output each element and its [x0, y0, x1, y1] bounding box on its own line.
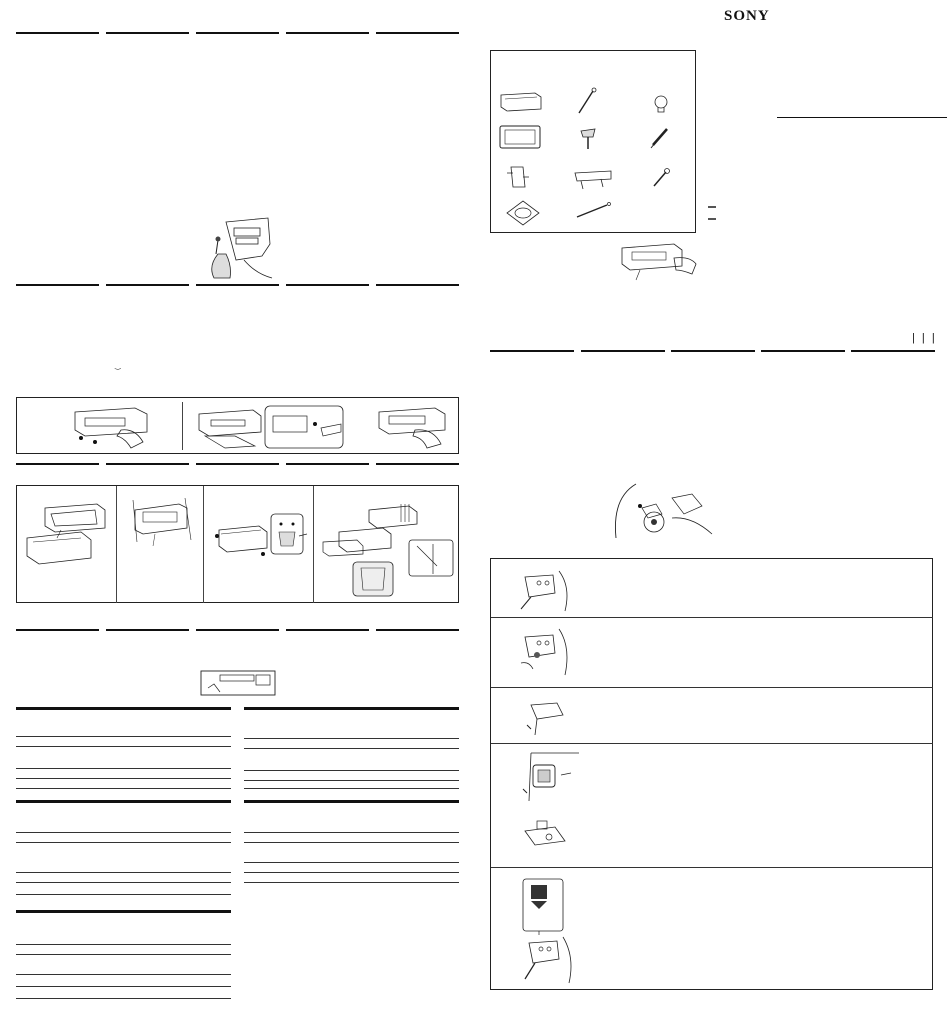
front-panel-detach-illustration [195, 402, 345, 450]
bracket-mount-illustration [125, 494, 197, 560]
step-4a-illustration [521, 749, 581, 805]
corner-bars: | | | [912, 332, 937, 344]
step-1-illustration [515, 567, 571, 613]
bolt-illustration [577, 125, 599, 151]
small-mark-2 [708, 218, 716, 220]
lever-clip-illustration [503, 163, 533, 191]
cord-illustration [573, 201, 613, 221]
dash-mount-illustration [317, 490, 457, 600]
title-rule [777, 117, 947, 118]
pin-illustration [649, 125, 671, 149]
front-panel-remove-illustration [65, 402, 161, 450]
tiny-mark: ‿ [115, 363, 121, 370]
step-3-illustration [521, 695, 567, 739]
pad-illustration [503, 197, 543, 227]
screw-illustration [575, 87, 599, 117]
tapping-screw-illustration [651, 167, 671, 189]
mounting-bracket-illustration [497, 89, 545, 117]
step-2-illustration [515, 625, 571, 679]
unit-front-illustration [200, 670, 276, 696]
front-panel-steps-box [16, 397, 459, 454]
frame-illustration [497, 123, 543, 151]
cap-illustration [651, 93, 671, 113]
brand-logo: SONY [724, 8, 770, 24]
car-dash-view-illustration [612, 478, 718, 546]
small-mark-1 [708, 206, 716, 208]
mounting-steps-box [16, 485, 459, 603]
car-console-illustration [196, 214, 274, 280]
sleeve-fit-illustration [21, 494, 111, 574]
step-4b-illustration [521, 817, 569, 861]
parts-list-box [490, 50, 696, 233]
installation-steps-box [490, 558, 933, 990]
release-keys-illustration [571, 167, 615, 191]
front-panel-attach-illustration [375, 402, 455, 450]
screw-mount-illustration [209, 500, 309, 580]
hand-holding-unit-illustration [612, 240, 698, 282]
step-5-illustration [519, 877, 575, 985]
